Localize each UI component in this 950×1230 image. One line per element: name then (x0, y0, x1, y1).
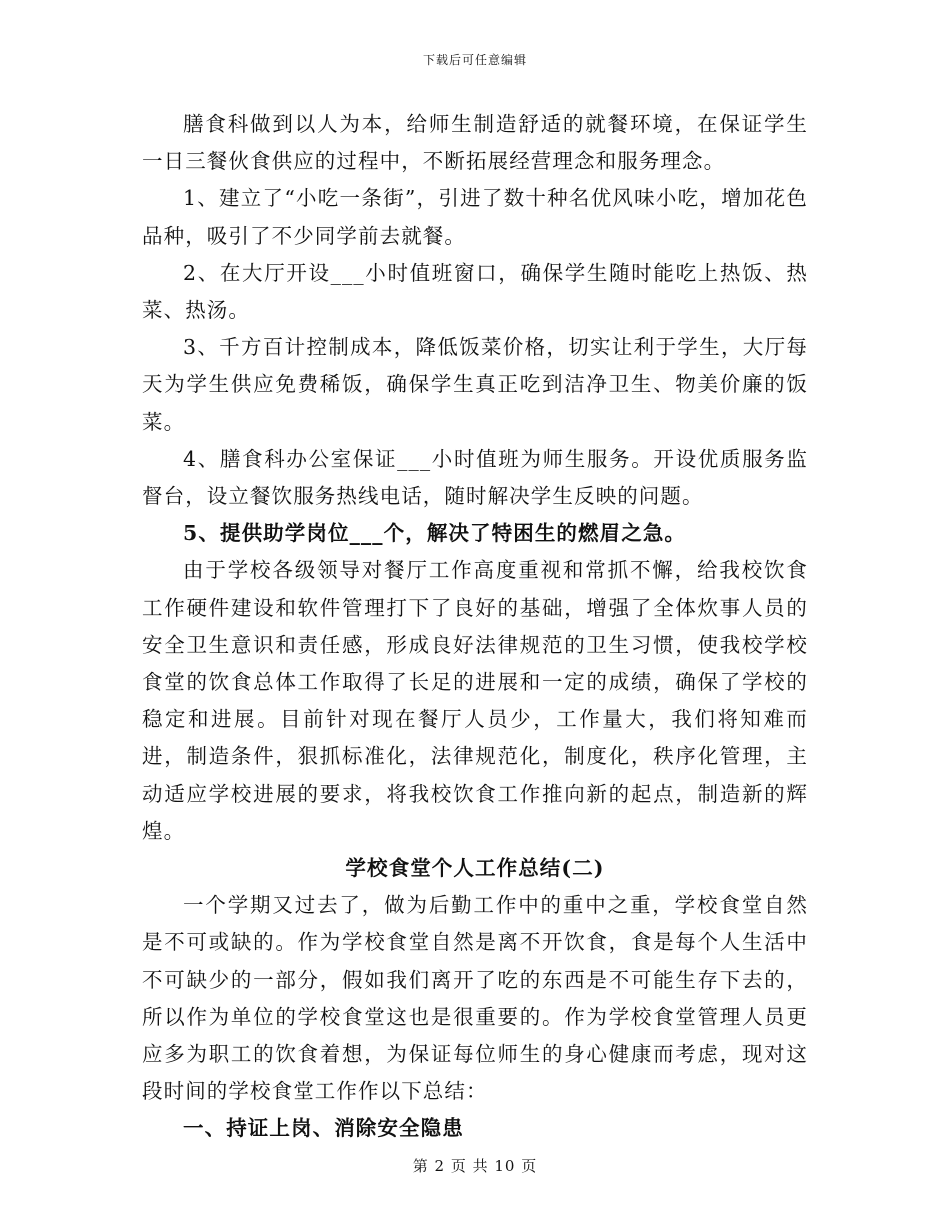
subsection-heading: 一、持证上岗、消除安全隐患 (183, 1116, 464, 1141)
summary-paragraph: 由于学校各级领导对餐厅工作高度重视和常抓不懈，给我校饮食工作硬件建设和软件管理打下了良好的基础，增强了全体炊事人员的安全卫生意识和责任感，形成良好法律规范的卫生习惯，使我校学校食堂的饮食总体工作取得了长足的进展和一定的成绩，确保了学校的稳定和进展。目前针对现在餐厅人员少，工作量大，我们将知难而进，制造条件，狠抓标准化，法律规范化，制度化，秩序化管理，主动适应学校进展的要求，将我校饮食工作推向新的起点，制造新的辉煌。 (142, 558, 808, 843)
page-header-note: 下载后可任意编辑 (422, 53, 527, 67)
item-1-paragraph: 1、建立了“小吃一条街”，引进了数十种名优风味小吃，增加花色品种，吸引了不少同学前去就餐。 (142, 186, 808, 248)
section-intro-paragraph: 一个学期又过去了，做为后勤工作中的重中之重，学校食堂自然是不可或缺的。作为学校食堂自然是离不开饮食，食是每个人生活中不可缺少的一部分，假如我们离开了吃的东西是不可能生存下去的，所以作为单位的学校食堂这也是很重要的。作为学校食堂管理人员更应多为职工的饮食着想，为保证每位师生的身心健康而考虑，现对这段时间的学校食堂工作作以下总结： (142, 893, 808, 1104)
intro-paragraph: 膳食科做到以人为本，给师生制造舒适的就餐环境，在保证学生一日三餐伙食供应的过程中，不断拓展经营理念和服务理念。 (142, 112, 808, 174)
page-number: 第 2 页 共 10 页 (412, 1157, 538, 1175)
item-4-paragraph: 4、膳食科办公室保证___小时值班为师生服务。开设优质服务监督台，设立餐饮服务热线电话，随时解决学生反映的问题。 (142, 446, 808, 509)
document-body (142, 106, 808, 1148)
item-3-paragraph: 3、千方百计控制成本，降低饭菜价格，切实让利于学生，大厅每天为学生供应免费稀饭，确保学生真正吃到洁净卫生、物美价廉的饭菜。 (142, 335, 808, 434)
item-2-paragraph: 2、在大厅开设___小时值班窗口，确保学生随时能吃上热饭、热菜、热汤。 (142, 260, 808, 323)
item-5-paragraph: 5、提供助学岗位___个，解决了特困生的燃眉之急。 (183, 521, 687, 546)
section-title: 学校食堂个人工作总结(二) (345, 856, 605, 881)
